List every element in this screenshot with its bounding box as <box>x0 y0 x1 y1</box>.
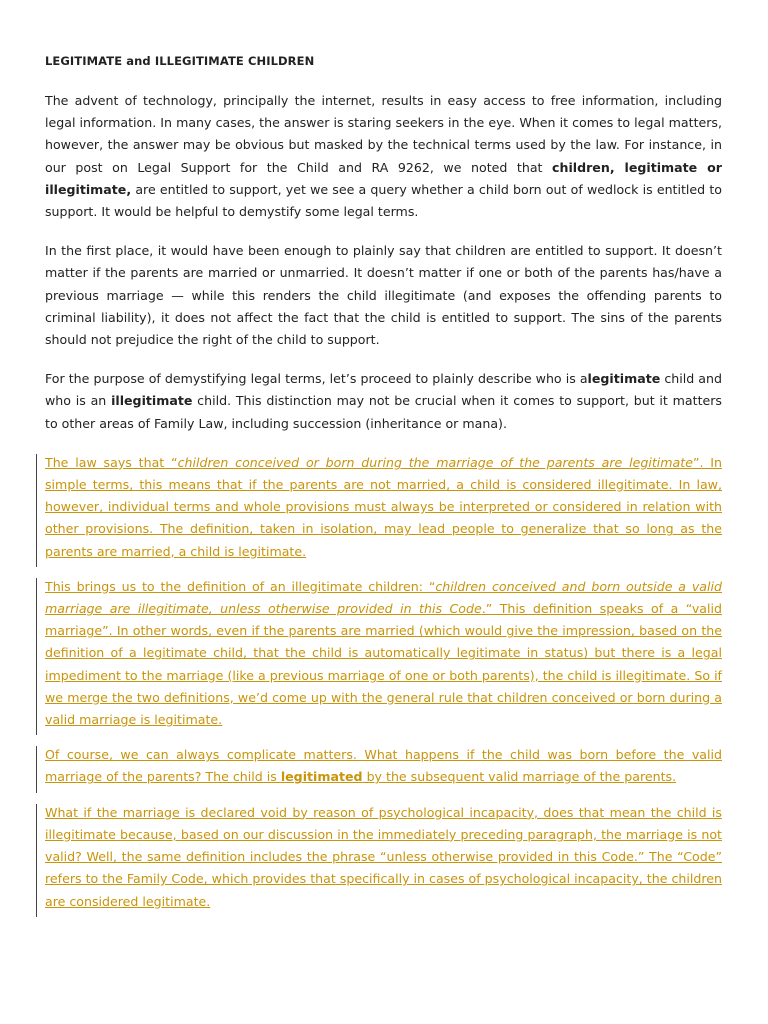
quote2-text-a: This brings us to the definition of an illegitimate children: “ <box>45 578 436 594</box>
paragraph-support: In the first place, it would have been enough to plainly say that children are entitled to support. It doesn’t matter if the parents are married or unmarried. It doesn’t matter if one or both of the parents has/have a previous marriage — while this renders the child illegitimate (and exposes the offending parents to criminal liability), it does not affect the fact that the child is entitled to support. The sins of the parents should not prejudice the right of the child to support. <box>45 243 722 348</box>
quote-psychological-incapacity <box>45 802 722 913</box>
quote-legitimate-definition <box>45 452 722 563</box>
quote1-text-c: ”. In simple terms, this means that if the parents are not married, a child is considered illegitimate. In law, however, individual terms and whole provisions must always be interpreted or considered in relation with other provisions. The definition, taken in isolation, may lead people to generalize that so long as the parents are married, a child is legitimate. <box>45 454 722 559</box>
paragraph-intro-text-c: are entitled to support, yet we see a query whether a child born out of wedlock is entitled to support. It would be helpful to demystify some legal terms. <box>45 181 722 220</box>
quote-bar <box>36 578 37 735</box>
paragraph-intro-bold: children, legitimate or illegitimate, <box>45 159 722 197</box>
quote3-text-a: Of course, we can always complicate matters. What happens if the child was born before the valid marriage of the parents? The child is <box>45 747 722 785</box>
quote3-text-c: by the subsequent valid marriage of the parents. <box>362 769 677 785</box>
paragraph-demystify-text-c: child and who is an <box>45 371 722 409</box>
quote4-text: What if the marriage is declared void by reason of psychological incapacity, does that mean the child is illegitimate because, based on our discussion in the immediately preceding paragraph, the marriage is not valid? Well, the same definition includes the phrase “unless otherwise provided in this Code.” The “Code” refers to the Family Code, which provides that specifically in cases of psychological incapacity, the children are considered legitimate. <box>45 804 722 909</box>
quote-bar <box>36 804 37 917</box>
quote-bar <box>36 746 37 792</box>
quote2-italic: children conceived and born outside a valid marriage are illegitimate, unless otherwise provided in this Code <box>45 578 722 617</box>
paragraph-demystify-text-a: For the purpose of demystifying legal terms, let’s proceed to plainly describe who is a <box>45 371 588 387</box>
quote-bar <box>36 454 37 567</box>
paragraph-intro-text-a: The advent of technology, principally the internet, results in easy access to free information, including legal information. In many cases, the answer is staring seekers in the eye. When it comes to legal matters, however, the answer may be obvious but masked by the technical terms used by the law. For instance, in our post on Legal Support for the Child and RA 9262, we noted that <box>45 93 722 175</box>
legitimate-bold: legitimate <box>587 371 661 387</box>
paragraph-intro <box>45 90 722 223</box>
quote2-text-c: .” This definition speaks of a “valid marriage”. In other words, even if the parents are married (which would give the impression, based on the definition of a legitimate child, that the child is automatically legitimate in status) but there is a legal impediment to the marriage (like a previous marriage of one or both parents), the child is illegitimate. So if we merge the two definitions, we’d come up with the general rule that children conceived or born during a valid marriage is legitimate. <box>45 601 723 728</box>
legitimated-bold: legitimated <box>280 769 363 785</box>
paragraph-demystify-text-e: child. This distinction may not be crucial when it comes to support, but it matters to other areas of Family Law, including succession (inheritance or mana). <box>45 393 722 431</box>
quote-illegitimate-definition <box>45 576 722 731</box>
document-page <box>45 52 722 926</box>
quote-legitimated <box>45 744 722 788</box>
quote1-italic: children conceived or born during the marriage of the parents are legitimate <box>177 454 693 470</box>
document-title: LEGITIMATE and ILLEGITIMATE CHILDREN <box>45 54 315 68</box>
paragraph-demystify <box>45 368 722 435</box>
illegitimate-bold: illegitimate <box>111 393 193 409</box>
quote1-text-a: The law says that “ <box>45 454 178 470</box>
